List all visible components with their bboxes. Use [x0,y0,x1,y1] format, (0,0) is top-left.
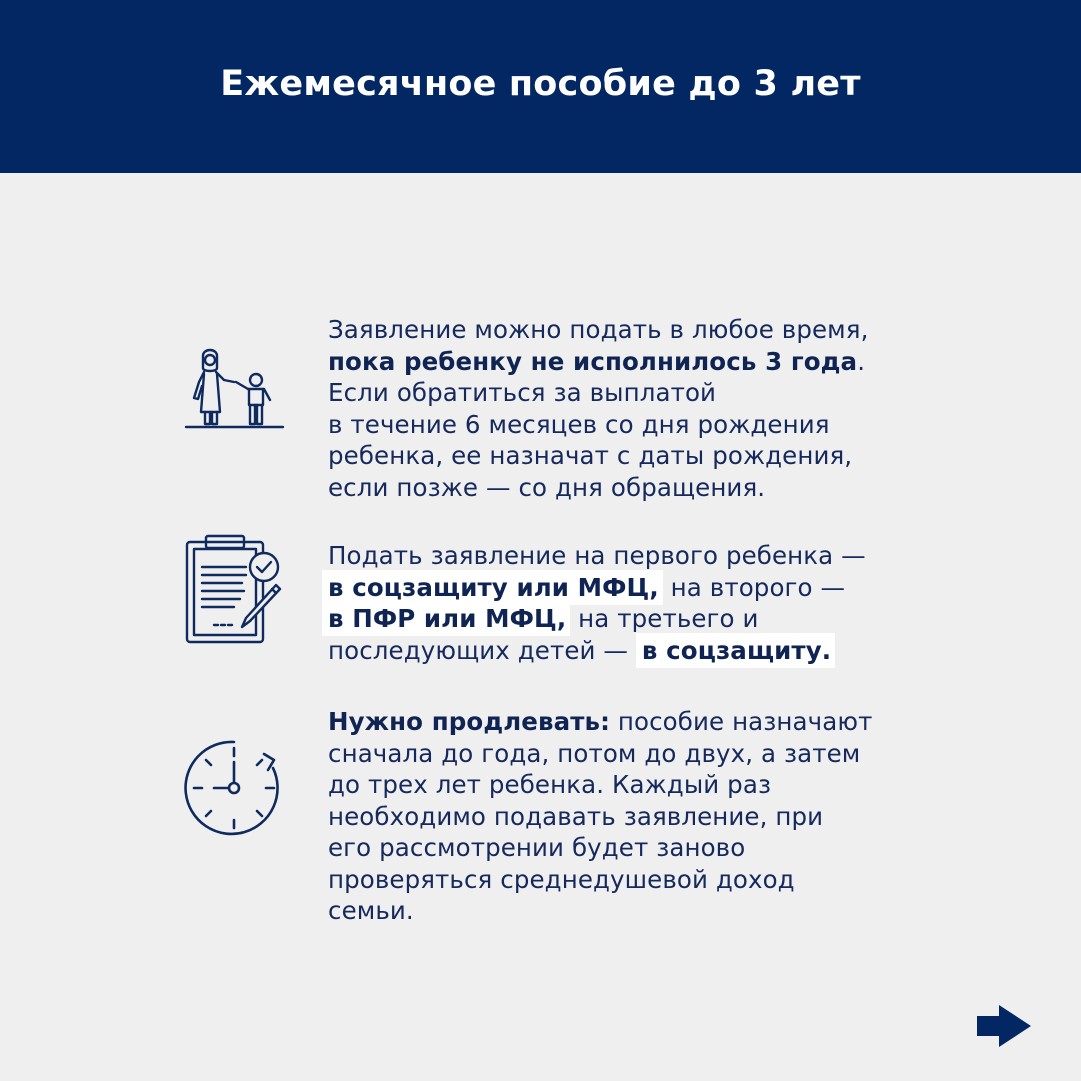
text-span: . [857,346,866,376]
line [328,895,948,927]
line [328,472,948,504]
bold-span: Нужно продлевать: [328,707,611,736]
text-block-renewal [328,706,948,927]
header-banner [0,0,1081,173]
highlight-span: в ПФР или МФЦ, [322,601,570,636]
text-span: пособие назначают [610,707,873,736]
parent-child-icon [184,342,286,432]
arrow-right-icon[interactable] [975,1003,1033,1049]
text-span: ребенка, ее назначат с даты рождения, [328,441,853,470]
text-span: Если обратиться за выплатой [328,378,717,407]
text-block-application-time [328,314,948,503]
bold-span: пока ребенку не исполнилось 3 года [328,346,858,376]
line [328,769,948,801]
text-span: в течение 6 месяцев со дня рождения [328,409,830,439]
text-span: Подать заявление на первого ребенка — [328,541,866,570]
text-span: последующих детей — [328,635,636,665]
line [328,832,948,864]
text-span: семьи. [328,896,414,925]
clock-renew-icon [184,738,284,838]
highlight-span: в соцзащиту или МФЦ, [322,570,663,605]
highlight-span: в соцзащиту. [636,633,835,668]
text-span: до трех лет ребенка. Каждый раз [328,770,772,799]
line [328,346,948,378]
text-span: если позже — со дня обращения. [328,472,766,502]
line [328,738,948,770]
text-span: на второго — [662,572,846,602]
line [328,440,948,472]
text-block-where-to-apply [328,540,948,666]
line [328,377,948,409]
line [328,864,948,896]
line [328,635,948,667]
line [328,540,948,572]
text-span: необходимо подавать заявление, при [328,801,824,831]
line [328,572,948,604]
text-span: сначала до года, потом до двух, а затем [328,738,861,768]
text-span: его рассмотрении будет заново [328,833,746,862]
page-title: Ежемесячное пособие до 3 лет [220,64,861,104]
text-span: на третьего и [570,604,759,633]
clipboard-check-icon [184,533,286,647]
line [328,409,948,441]
text-span: проверяться среднедушевой доход [328,864,795,894]
text-span: Заявление можно подать в любое время, [328,315,869,344]
line [328,801,948,833]
line [328,706,948,738]
line [328,603,948,635]
line [328,314,948,346]
